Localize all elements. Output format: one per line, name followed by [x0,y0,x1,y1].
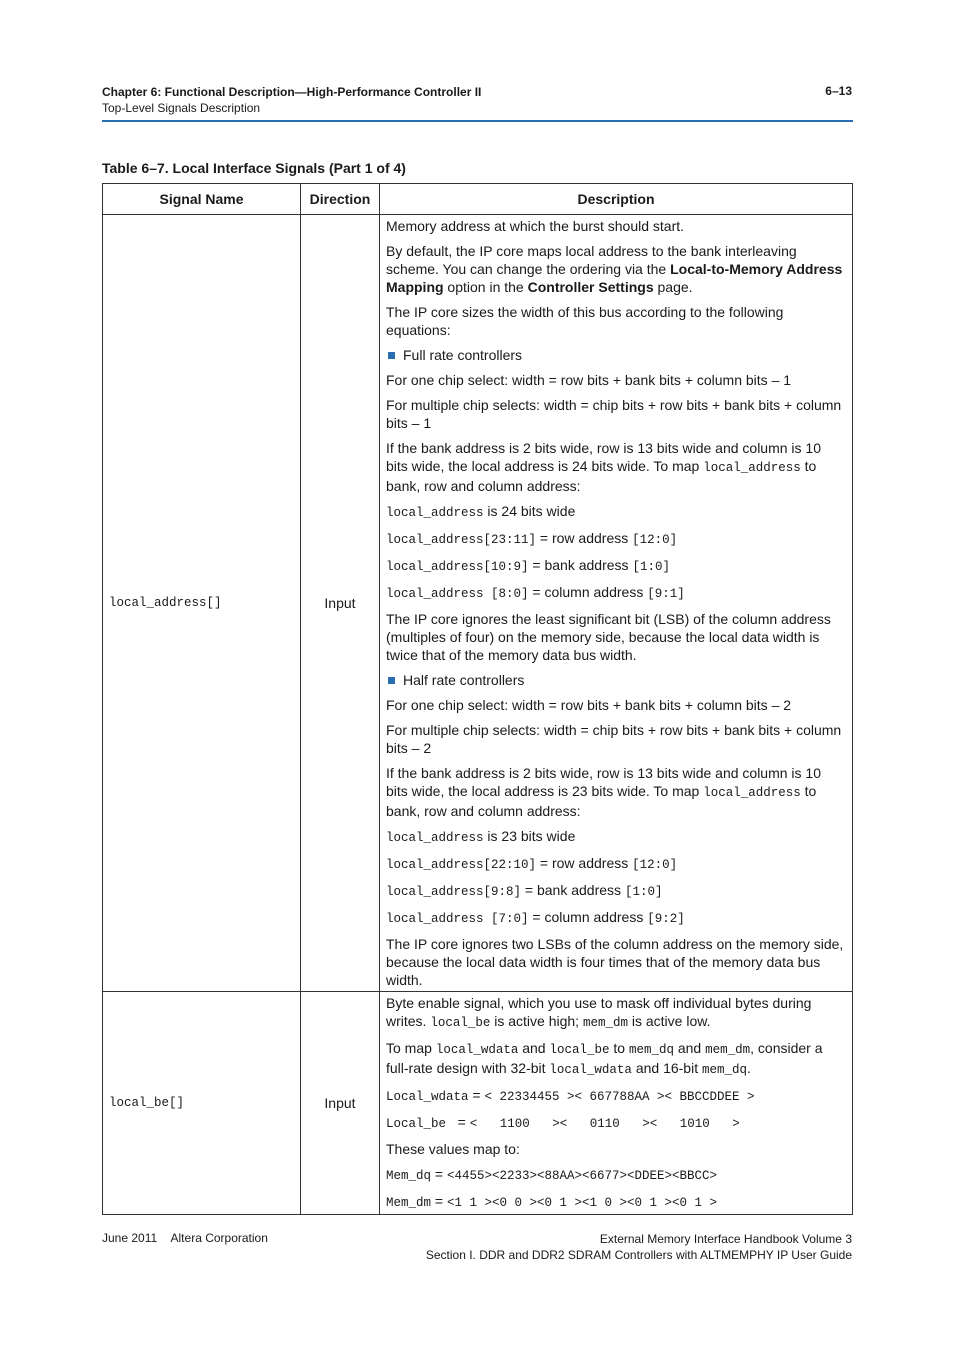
col-header-description: Description [380,184,853,215]
square-bullet-icon [388,352,395,359]
bullet-item: Full rate controllers [386,346,846,364]
table-caption: Table 6–7. Local Interface Signals (Part 1 of 4) [102,160,406,176]
col-header-direction: Direction [301,184,380,215]
code-line: Mem_dm = <1 1 ><0 0 ><0 1 ><1 0 ><0 1 ><0 1 > [386,1193,718,1210]
description-cell [380,215,853,992]
footer-left [102,1231,268,1245]
table-row [103,215,853,992]
description-cell [380,992,853,1215]
direction-cell: Input [301,992,380,1215]
desc-paragraph: If the bank address is 2 bits wide, row is 13 bits wide and column is 10 bits wide, the local address is 24 bits wide. To map local_address to bank, row and column address: [386,440,821,494]
desc-paragraph: The IP core sizes the width of this bus according to the following equations: [386,304,784,338]
table-header-row [103,184,853,215]
desc-paragraph: For multiple chip selects: width = chip bits + row bits + bank bits + column bits – 1 [386,397,842,431]
mapping-line: local_address[9:8] = bank address [1:0] [386,882,663,899]
desc-paragraph: For one chip select: width = row bits + bank bits + column bits – 2 [386,697,792,713]
table-row [103,992,853,1215]
desc-paragraph: To map local_wdata and local_be to mem_dq and mem_dm, consider a full-rate design with 32-bit local_wdata and 16-bit mem_dq. [386,1040,823,1077]
direction-cell: Input [301,215,380,992]
page-number: 6–13 [825,84,852,98]
desc-paragraph: If the bank address is 2 bits wide, row is 13 bits wide and column is 10 bits wide, the local address is 23 bits wide. To map local_address to bank, row and column address: [386,765,821,819]
desc-paragraph: By default, the IP core maps local address to the bank interleaving scheme. You can change the ordering via the Local-to-Memory Address Mapping option in the Controller Settings page. [386,243,843,295]
desc-paragraph: For multiple chip selects: width = chip bits + row bits + bank bits + column bits – 2 [386,722,842,756]
desc-paragraph: Memory address at which the burst should start. [386,218,685,234]
footer-date: June 2011 [102,1231,158,1245]
header-rule [102,120,853,122]
mapping-line: local_address is 24 bits wide [386,503,576,520]
col-header-signal-name: Signal Name [103,184,301,215]
desc-paragraph: The IP core ignores the least significant bit (LSB) of the column address (multiples of four) on the memory side, because the local data width is twice that of the memory data bus width. [386,611,831,663]
signal-name-cell: local_be[] [103,992,301,1215]
mapping-line: local_address is 23 bits wide [386,828,576,845]
chapter-title: Chapter 6: Functional Description—High-Performance Controller II [102,85,482,99]
section-title: Top-Level Signals Description [102,101,261,115]
desc-paragraph: Byte enable signal, which you use to mask off individual bytes during writes. local_be is active high; mem_dm is active low. [386,995,812,1030]
signal-name-cell: local_address[] [103,215,301,992]
mapping-line: local_address[10:9] = bank address [1:0] [386,557,670,574]
running-header [102,84,481,116]
code-line: Mem_dq = <4455><2233><88AA><6677><DDEE><BBCC> [386,1166,718,1183]
footer-company: Altera Corporation [170,1231,268,1245]
mapping-line: local_address[23:11] = row address [12:0] [386,530,678,547]
code-line: Local_be = < 1100 >< 0110 >< 1010 > [386,1114,740,1131]
desc-paragraph: The IP core ignores two LSBs of the column address on the memory side, because the local data width is four times that of the memory data bus width. [386,936,844,988]
footer-book-title: External Memory Interface Handbook Volume 3 [599,1232,852,1246]
mapping-line: local_address [7:0] = column address [9:2] [386,909,685,926]
desc-paragraph: These values map to: [386,1141,520,1157]
footer-guide-title: Section I. DDR and DDR2 SDRAM Controllers with ALTMEMPHY IP User Guide [425,1248,852,1262]
mapping-line: local_address [8:0] = column address [9:1] [386,584,685,601]
bullet-item: Half rate controllers [386,671,846,689]
footer-right [426,1231,852,1263]
desc-paragraph: For one chip select: width = row bits + bank bits + column bits – 1 [386,372,792,388]
square-bullet-icon [388,677,395,684]
mapping-line: local_address[22:10] = row address [12:0] [386,855,678,872]
local-interface-signals-table [102,183,853,1215]
code-line: Local_wdata = < 22334455 >< 667788AA >< BBCCDDEE > [386,1087,755,1104]
